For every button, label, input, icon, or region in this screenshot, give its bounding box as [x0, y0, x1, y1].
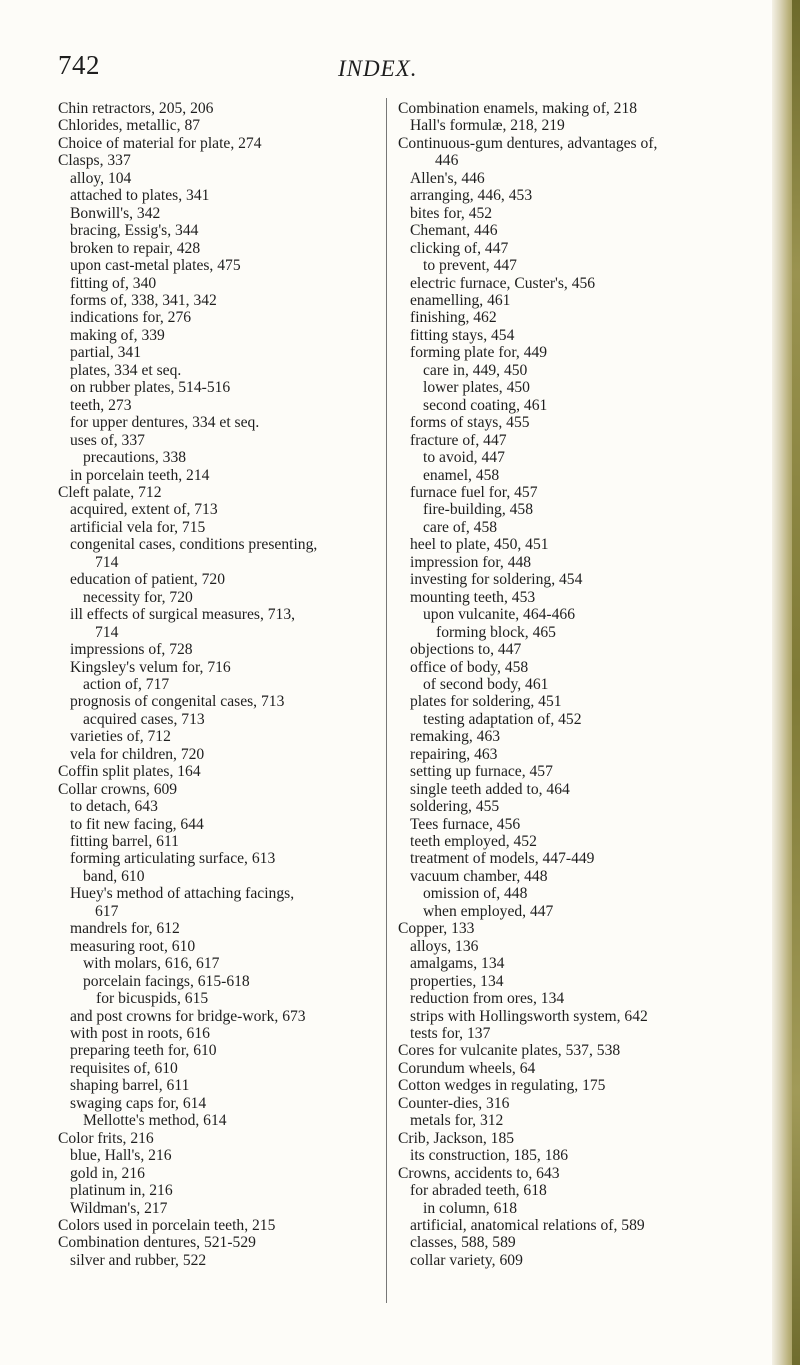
index-entry: Combination dentures, 521-529 [58, 1234, 256, 1252]
index-entry: objections to, 447 [410, 641, 522, 659]
index-entry: Kingsley's velum for, 716 [70, 658, 231, 676]
index-entry: to avoid, 447 [423, 449, 505, 467]
index-entry: silver and rubber, 522 [70, 1251, 207, 1269]
index-entry: classes, 588, 589 [410, 1234, 516, 1252]
index-entry: soldering, 455 [410, 798, 500, 816]
index-entry: for abraded teeth, 618 [410, 1182, 547, 1200]
index-entry: furnace fuel for, 457 [410, 483, 538, 501]
index-column-left [58, 100, 384, 1269]
index-entry: congenital cases, conditions presenting, [70, 536, 318, 554]
index-entry: finishing, 462 [410, 309, 497, 327]
index-entry: Tees furnace, 456 [410, 815, 521, 833]
index-entry: making of, 339 [70, 326, 165, 344]
index-entry: treatment of models, 447-449 [410, 850, 595, 868]
running-head: INDEX. [338, 56, 418, 81]
index-entry: attached to plates, 341 [70, 187, 210, 205]
index-entry: swaging caps for, 614 [70, 1094, 207, 1112]
index-entry: properties, 134 [410, 972, 504, 990]
index-entry: with post in roots, 616 [70, 1025, 210, 1043]
index-entry: necessity for, 720 [83, 588, 193, 606]
page-number: 742 [58, 50, 100, 80]
column-divider [386, 98, 387, 1303]
index-entry: its construction, 185, 186 [410, 1147, 569, 1165]
index-entry: omission of, 448 [423, 885, 528, 903]
index-entry: mounting teeth, 453 [410, 588, 536, 606]
index-entry: impression for, 448 [410, 553, 532, 571]
index-entry: amalgams, 134 [410, 955, 505, 973]
index-entry: acquired, extent of, 713 [70, 501, 218, 519]
index-entry: Collar crowns, 609 [58, 780, 178, 798]
index-entry: Cores for vulcanite plates, 537, 538 [398, 1042, 621, 1060]
index-entry: tests for, 137 [410, 1025, 491, 1043]
index-entry: to prevent, 447 [423, 257, 517, 275]
index-entry: plates, 334 et seq. [70, 361, 182, 379]
index-entry: strips with Hollingsworth system, 642 [410, 1007, 648, 1025]
index-entry: artificial, anatomical relations of, 589 [410, 1217, 645, 1234]
index-entry: setting up furnace, 457 [410, 763, 553, 781]
index-entry: indications for, 276 [70, 309, 192, 327]
index-entry: reduction from ores, 134 [410, 990, 565, 1008]
index-entry: vacuum chamber, 448 [410, 867, 548, 885]
index-entry: Crib, Jackson, 185 [398, 1129, 515, 1147]
index-entry: with molars, 616, 617 [83, 955, 220, 973]
index-entry: enamelling, 461 [410, 291, 511, 309]
index-entry: of second body, 461 [423, 675, 549, 693]
index-entry: bites for, 452 [410, 204, 493, 222]
index-entry: in column, 618 [423, 1199, 517, 1217]
index-entry: Continuous-gum dentures, advantages of, [398, 134, 658, 152]
page-edge [772, 0, 800, 1365]
index-entry: Bonwill's, 342 [70, 204, 161, 222]
index-entry: fitting of, 340 [70, 274, 157, 292]
index-entry: investing for soldering, 454 [410, 571, 583, 589]
index-entry: Clasps, 337 [58, 152, 131, 170]
index-entry: Colors used in porcelain teeth, 215 [58, 1217, 276, 1234]
index-entry: repairing, 463 [410, 745, 498, 763]
index-entry: teeth, 273 [70, 396, 132, 414]
index-entry: remaking, 463 [410, 728, 501, 746]
index-entry: second coating, 461 [423, 396, 548, 414]
index-entry: to fit new facing, 644 [70, 815, 204, 833]
index-entry: Combination enamels, making of, 218 [398, 100, 638, 117]
index-entry: Chlorides, metallic, 87 [58, 117, 201, 135]
index-entry: testing adaptation of, 452 [423, 710, 582, 728]
index-entry: alloys, 136 [410, 937, 479, 955]
index-entry: upon cast-metal plates, 475 [70, 257, 241, 275]
index-entry: preparing teeth for, 610 [70, 1042, 217, 1060]
index-entry: artificial vela for, 715 [70, 518, 206, 536]
index-entry: broken to repair, 428 [70, 239, 201, 257]
index-entry: Counter-dies, 316 [398, 1094, 510, 1112]
index-entry: fitting stays, 454 [410, 326, 515, 344]
index-entry: blue, Hall's, 216 [70, 1147, 172, 1165]
index-entry: band, 610 [83, 867, 145, 885]
index-entry: heel to plate, 450, 451 [410, 536, 549, 554]
index-entry: measuring root, 610 [70, 937, 196, 955]
index-entry: bracing, Essig's, 344 [70, 222, 199, 240]
index-entry: impressions of, 728 [70, 641, 193, 659]
index-entry: Hall's formulæ, 218, 219 [410, 117, 565, 135]
index-entry: in porcelain teeth, 214 [70, 466, 210, 484]
index-entry: forming block, 465 [436, 623, 556, 641]
index-entry: single teeth added to, 464 [410, 780, 570, 798]
index-entry: and post crowns for bridge-work, 673 [70, 1007, 306, 1025]
index-entry: 446 [435, 152, 459, 170]
index-entry: Crowns, accidents to, 643 [398, 1164, 560, 1182]
index-entry: alloy, 104 [70, 169, 132, 187]
index-entry: for bicuspids, 615 [96, 990, 209, 1008]
index-entry: clicking of, 447 [410, 239, 509, 257]
index-entry: plates for soldering, 451 [410, 693, 562, 711]
index-entry: varieties of, 712 [70, 728, 171, 746]
index-entry: Choice of material for plate, 274 [58, 134, 262, 152]
index-entry: upon vulcanite, 464-466 [423, 606, 576, 624]
index-entry: Chin retractors, 205, 206 [58, 100, 214, 117]
index-column-right [398, 100, 738, 1269]
index-entry: Huey's method of attaching facings, [70, 885, 295, 903]
index-entry: porcelain facings, 615-618 [83, 972, 250, 990]
index-entry: forming plate for, 449 [410, 344, 548, 362]
index-entry: education of patient, 720 [70, 571, 226, 589]
index-entry: lower plates, 450 [423, 379, 530, 397]
index-entry: forming articulating surface, 613 [70, 850, 276, 868]
index-entry: Color frits, 216 [58, 1129, 154, 1147]
index-entry: partial, 341 [70, 344, 142, 362]
index-entry: acquired cases, 713 [83, 710, 205, 728]
index-entry: fitting barrel, 611 [70, 833, 179, 851]
index-entry: vela for children, 720 [70, 745, 205, 763]
index-entry: mandrels for, 612 [70, 920, 180, 938]
index-entry: ill effects of surgical measures, 713, [70, 606, 296, 624]
index-entry: Allen's, 446 [410, 169, 485, 187]
index-entry: Mellotte's method, 614 [83, 1112, 227, 1130]
index-entry: shaping barrel, 611 [70, 1077, 190, 1095]
index-entry: Chemant, 446 [410, 222, 498, 240]
index-entry: forms of stays, 455 [410, 414, 530, 432]
index-entry: uses of, 337 [70, 431, 145, 449]
index-entry: gold in, 216 [70, 1164, 145, 1182]
index-entry: collar variety, 609 [410, 1251, 523, 1269]
index-entry: prognosis of congenital cases, 713 [70, 693, 285, 711]
index-entry: Cotton wedges in regulating, 175 [398, 1077, 606, 1095]
index-entry: electric furnace, Custer's, 456 [410, 274, 596, 292]
index-entry: to detach, 643 [70, 798, 158, 816]
index-entry: arranging, 446, 453 [410, 187, 533, 205]
index-entry: requisites of, 610 [70, 1059, 178, 1077]
index-entry: Wildman's, 217 [70, 1199, 168, 1217]
index-entry: precautions, 338 [83, 449, 187, 467]
index-entry: care in, 449, 450 [423, 361, 528, 379]
index-entry: Copper, 133 [398, 920, 475, 938]
index-entry: 617 [95, 902, 119, 920]
index-entry: when employed, 447 [423, 902, 554, 920]
index-entry: forms of, 338, 341, 342 [70, 291, 217, 309]
index-entry: fire-building, 458 [423, 501, 534, 519]
index-entry: teeth employed, 452 [410, 833, 537, 851]
index-entry: 714 [95, 553, 119, 571]
index-entry: for upper dentures, 334 et seq. [70, 414, 260, 432]
index-entry: action of, 717 [83, 675, 170, 693]
index-entry: enamel, 458 [423, 466, 500, 484]
index-entry: care of, 458 [423, 518, 498, 536]
index-entry: 714 [95, 623, 119, 641]
index-entry: Coffin split plates, 164 [58, 763, 201, 781]
index-entry: Corundum wheels, 64 [398, 1059, 536, 1077]
index-entry: platinum in, 216 [70, 1182, 173, 1200]
index-entry: on rubber plates, 514-516 [70, 379, 231, 397]
index-entry: Cleft palate, 712 [58, 483, 162, 501]
index-entry: metals for, 312 [410, 1112, 504, 1130]
index-entry: office of body, 458 [410, 658, 529, 676]
index-entry: fracture of, 447 [410, 431, 507, 449]
